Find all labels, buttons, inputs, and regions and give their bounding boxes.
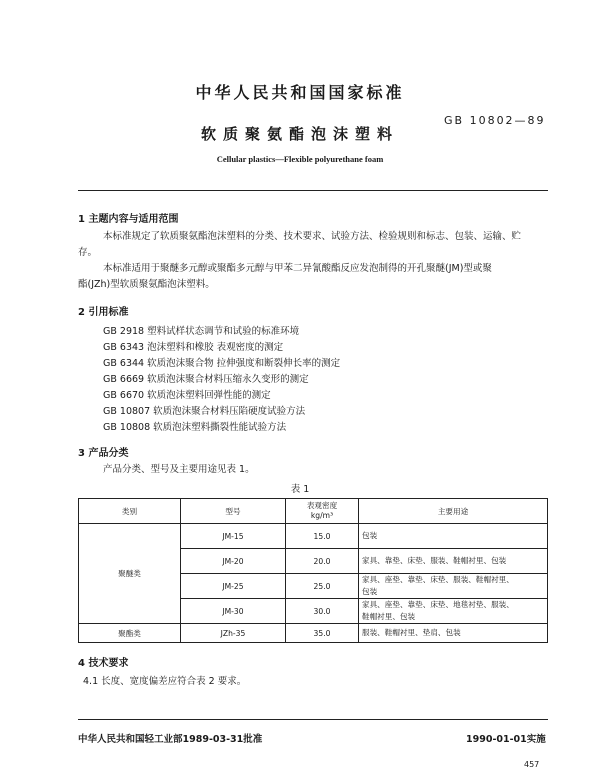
reference-item: GB 6343 泡沫塑料和橡胶 表观密度的测定 [103,342,284,353]
reference-item: GB 6670 软质泡沫塑料回弹性能的测定 [103,390,271,401]
cell-use [359,599,548,624]
table-row [79,524,548,549]
cell-density: 25.0 [286,574,359,599]
cell-use-line: 家具、靠垫、床垫、服装、鞋帽衬里、包装 [362,556,507,565]
section-2-heading: 2 引用标准 [78,307,129,318]
header-category: 类别 [79,499,181,524]
cell-density: 35.0 [286,624,359,643]
cell-density: 30.0 [286,599,359,624]
cell-use [359,549,548,574]
cell-density: 20.0 [286,549,359,574]
section-1-heading: 1 主题内容与适用范围 [78,214,179,225]
footer-divider [78,719,548,720]
group-ester: 聚酯类 [79,624,181,643]
group-ether: 聚醚类 [79,524,181,624]
cell-model: JM-30 [181,599,286,624]
cell-use-line: 包装 [362,531,378,540]
cell-use [359,524,548,549]
cell-use-line: 家具、座垫、靠垫、床垫、服装、鞋帽衬里、 [362,575,514,584]
reference-item: GB 10807 软质泡沫聚合材料压陷硬度试验方法 [103,406,306,417]
table-row [79,624,548,643]
cell-use-line: 家具、座垫、靠垫、床垫、地毯衬垫、服装、 [362,600,514,609]
cell-use-line: 鞋帽衬里、包装 [362,612,416,621]
cell-use-line: 服装、鞋帽衬里、垫肩、包装 [362,628,461,637]
section-1-paragraph-1-line-1: 本标准规定了软质聚氨酯泡沫塑料的分类、技术要求、试验方法、检验规则和标志、包装、运输、贮 [103,231,522,242]
section-4-1-text: 4.1 长度、宽度偏差应符合表 2 要求。 [83,676,247,687]
cell-use-line: 包装 [362,587,378,596]
effective-date: 1990-01-01实施 [466,734,546,745]
section-1-paragraph-2-line-2: 酯(JZh)型软质聚氨酯泡沫塑料。 [78,279,215,290]
section-1-paragraph-1-line-2: 存。 [78,247,98,258]
header-divider [78,190,548,191]
reference-item: GB 10808 软质泡沫塑料撕裂性能试验方法 [103,422,287,433]
standard-issuer: 中华人民共和国国家标准 [195,83,405,102]
cell-use [359,574,548,599]
table-1-caption: 表 1 [290,484,310,495]
standard-code: GB 10802—89 [444,114,546,127]
cell-use [359,624,548,643]
cell-density: 15.0 [286,524,359,549]
table-header-row [79,499,548,524]
english-title: Cellular plastics—Flexible polyurethane foam [216,154,384,164]
header-model: 型号 [181,499,286,524]
cell-model: JM-15 [181,524,286,549]
reference-item: GB 2918 塑料试样状态调节和试验的标准环境 [103,326,300,337]
header-use: 主要用途 [359,499,548,524]
reference-item: GB 6344 软质泡沫聚合物 拉伸强度和断裂伸长率的测定 [103,358,341,369]
document-title: 软质聚氨酯泡沫塑料 [200,125,399,143]
cell-model: JM-25 [181,574,286,599]
section-3-intro: 产品分类、型号及主要用途见表 1。 [103,464,255,475]
section-3-heading: 3 产品分类 [78,448,129,459]
table-1 [78,498,548,643]
reference-item: GB 6669 软质泡沫聚合材料压缩永久变形的测定 [103,374,309,385]
approval-note: 中华人民共和国轻工业部1989-03-31批准 [78,734,263,745]
cell-model: JZh-35 [181,624,286,643]
header-density [286,499,359,524]
page-number: 457 [524,760,540,769]
header-density-unit: kg/m³ [310,511,334,520]
section-1-paragraph-2-line-1: 本标准适用于聚醚多元醇或聚酯多元醇与甲苯二异氰酸酯反应发泡制得的开孔聚醚(JM)型或聚 [103,263,492,274]
cell-model: JM-20 [181,549,286,574]
header-density-label: 表观密度 [306,501,338,510]
section-4-heading: 4 技术要求 [78,658,129,669]
